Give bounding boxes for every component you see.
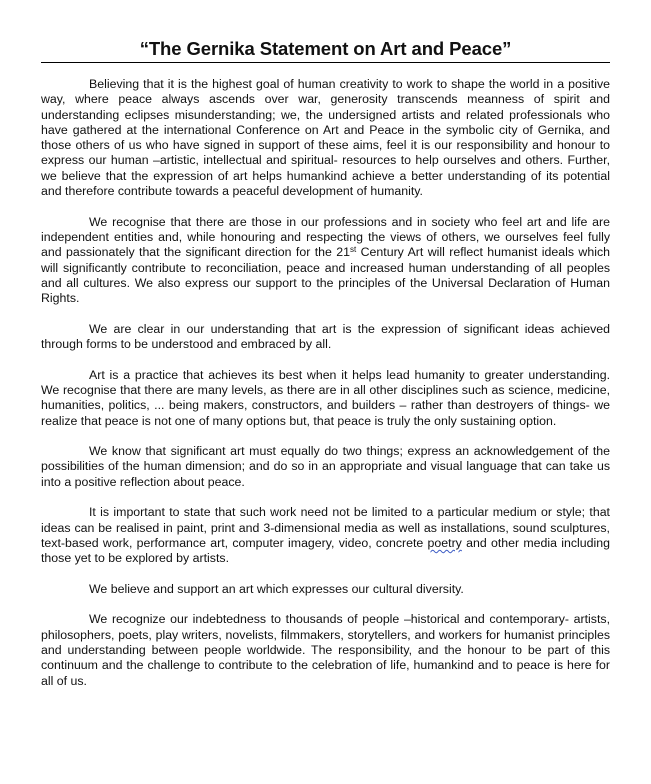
paragraph-6 xyxy=(41,505,610,566)
paragraph-3: We are clear in our understanding that art is the expression of significant ideas achieved through forms to be understood and embraced by all. xyxy=(41,321,610,352)
paragraph-1: Believing that it is the highest goal of human creativity to work to shape the world in a positive way, where peace always ascends over war, generosity transcends meanness of spirit and understanding eclipses misunderstanding; we, the undersigned artists and related professionals who have gathered at the international Conference on Art and Peace in the symbolic city of Gernika, and those others of us who have signed in support of these aims, feel it is our responsibility and honour to express our human –artistic, intellectual and spiritual- resources to help ourselves and others. Further, we believe that the expression of art helps humankind achieve a better understanding of its potential and therefore contribute towards a peaceful development of humanity. xyxy=(41,77,610,199)
paragraph-4: Art is a practice that achieves its best when it helps lead humanity to greater understanding. We recognise that there are many levels, as there are in all other disciplines such as science, medicine, humanities, politics, ... being makers, constructors, and builders – rather than destroyers of things- we realize that peace is not one of many options but, that peace is truly the only sustaining option. xyxy=(41,367,610,428)
paragraph-2-text-a: We recognise that there are those in our professions and in society who feel art and life are independent entities and, while honouring and respecting the views of others, we ourselves feel fully and passionately that the significant direction for the 21 xyxy=(41,214,610,260)
paragraph-8: We recognize our indebtedness to thousands of people –historical and contemporary- artists, philosophers, poets, play writers, novelists, filmmakers, storytellers, and workers for humanist principles and understanding between people worldwide. The responsibility, and the honour to be part of this continuum and the challenge to contribute to the celebration of life, humankind and to peace is here for all of us. xyxy=(41,612,610,688)
paragraph-2 xyxy=(41,215,610,307)
paragraph-6-text-a: It is important to state that such work need not be limited to a particular medium or style; that ideas can be realised in paint, print and 3-dimensional media as well as installations, sound sculptures, text-based work, performance art, computer imagery, video, concrete xyxy=(41,505,610,550)
document-page xyxy=(41,38,610,704)
document-title: “The Gernika Statement on Art and Peace” xyxy=(139,38,512,59)
paragraph-7: We believe and support an art which expresses our cultural diversity. xyxy=(89,581,464,596)
spellcheck-flagged-word[interactable]: poetry xyxy=(427,535,462,550)
paragraph-2-text-b: Century Art will reflect humanist ideals which will significantly contribute to reconciliation, peace and increased human understanding of all peoples and all cultures. We also express our support to the principles of the Universal Declaration of Human Rights. xyxy=(41,245,610,306)
ordinal-superscript: st xyxy=(350,245,357,255)
title-rule xyxy=(41,62,610,63)
paragraph-6-text-b: and other media including those yet to be explored by artists. xyxy=(41,535,610,566)
paragraph-5: We know that significant art must equally do two things; express an acknowledgement of the possibilities of the human dimension; and do so in an appropriate and visual language that can take us into a positive reflection about peace. xyxy=(41,444,610,489)
